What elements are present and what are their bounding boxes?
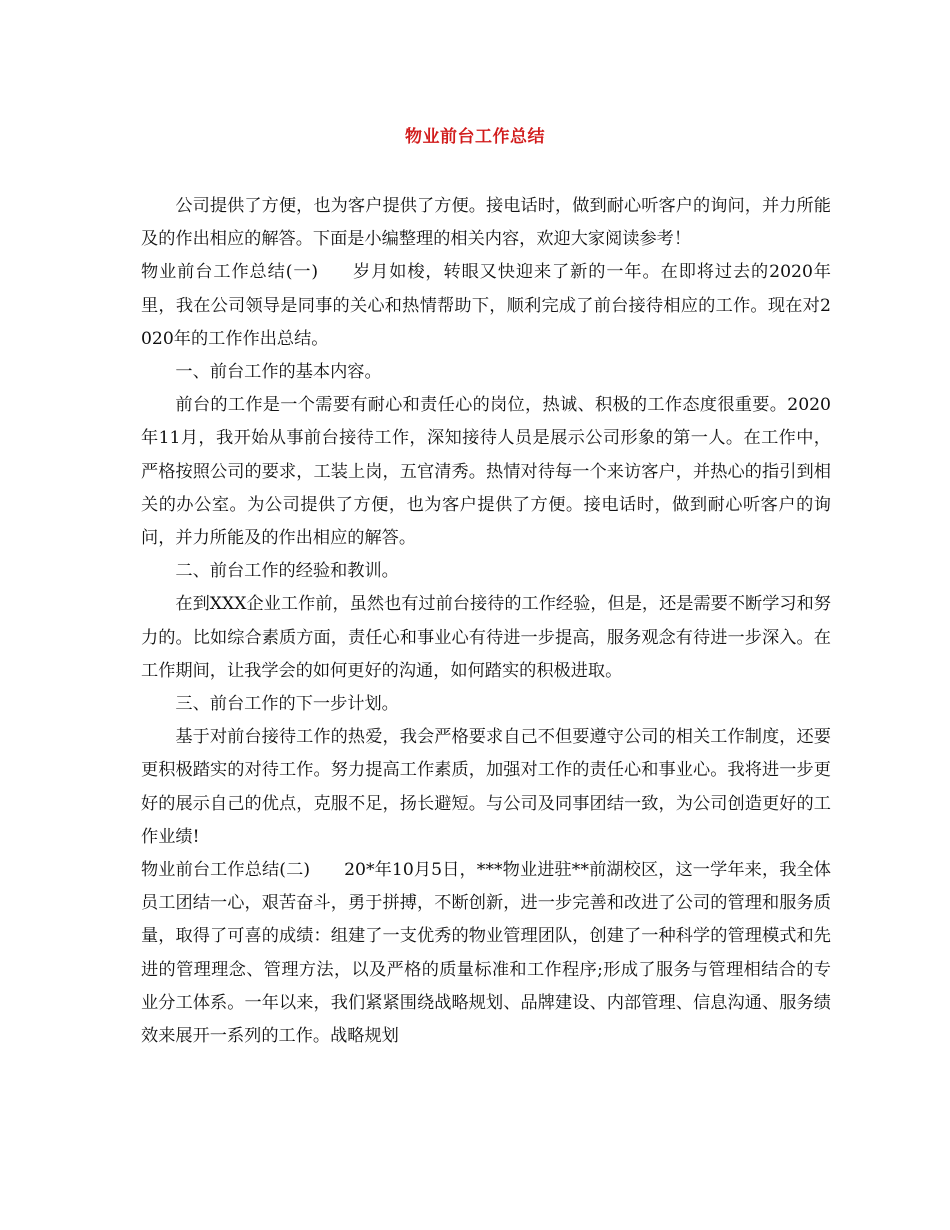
part1-lead: 岁月如梭，转眼又快迎来了新的一年。在即将过去的2020年里，我在公司领导是同事的关心和热情帮助下，顺利完成了前台接待相应的工作。现在对2020年的工作作出总结。: [141, 262, 831, 349]
section3-heading: 三、前台工作的下一步计划。: [175, 694, 399, 715]
part2-heading: 物业前台工作总结(二): [141, 860, 311, 881]
section3-paragraph: 基于对前台接待工作的热爱，我会严格要求自己不但要遵守公司的相关工作制度，还要更积极踏实的对待工作。努力提高工作素质，加强对工作的责任心和事业心。我将进一步更好的展示自己的优点，克服不足，扬长避短。与公司及同事团结一致，为公司创造更好的工作业绩!: [141, 727, 831, 847]
intro-paragraph: 公司提供了方便，也为客户提供了方便。接电话时，做到耐心听客户的询问，并力所能及的作出相应的解答。下面是小编整理的相关内容，欢迎大家阅读参考！: [141, 196, 831, 250]
part2-paragraph: [141, 854, 831, 1053]
page-title: 物业前台工作总结: [405, 127, 545, 147]
part2-lead: 20*年10月5日，***物业进驻**前湖校区，这一学年来，我全体员工团结一心，艰苦奋斗，勇于拼搏，不断创新，进一步完善和改进了公司的管理和服务质量，取得了可喜的成绩：组建了一支优秀的物业管理团队，创建了一种科学的管理模式和先进的管理理念、管理方法，以及严格的质量标准和工作程序;形成了服务与管理相结合的专业分工体系。一年以来，我们紧紧围绕战略规划、品牌建设、内部管理、信息沟通、服务绩效来展开一系列的工作。战略规划: [141, 860, 831, 1047]
section1-paragraph: 前台的工作是一个需要有耐心和责任心的岗位，热诚、积极的工作态度很重要。2020年11月，我开始从事前台接待工作，深知接待人员是展示公司形象的第一人。在工作中，严格按照公司的要求，工装上岗，五官清秀。热情对待每一个来访客户，并热心的指引到相关的办公室。为公司提供了方便，也为客户提供了方便。接电话时，做到耐心听客户的询问，并力所能及的作出相应的解答。: [141, 395, 831, 549]
section1-heading: 一、前台工作的基本内容。: [175, 362, 382, 383]
section2-heading: 二、前台工作的经验和教训。: [175, 561, 399, 582]
part1-heading: 物业前台工作总结(一): [141, 262, 319, 283]
document-body: [141, 190, 831, 1053]
section2-paragraph: 在到XXX企业工作前，虽然也有过前台接待的工作经验，但是，还是需要不断学习和努力的。比如综合素质方面，责任心和事业心有待进一步提高，服务观念有待进一步深入。在工作期间，让我学会的如何更好的沟通，如何踏实的积极进取。: [141, 594, 831, 681]
part1-paragraph: [141, 256, 831, 356]
